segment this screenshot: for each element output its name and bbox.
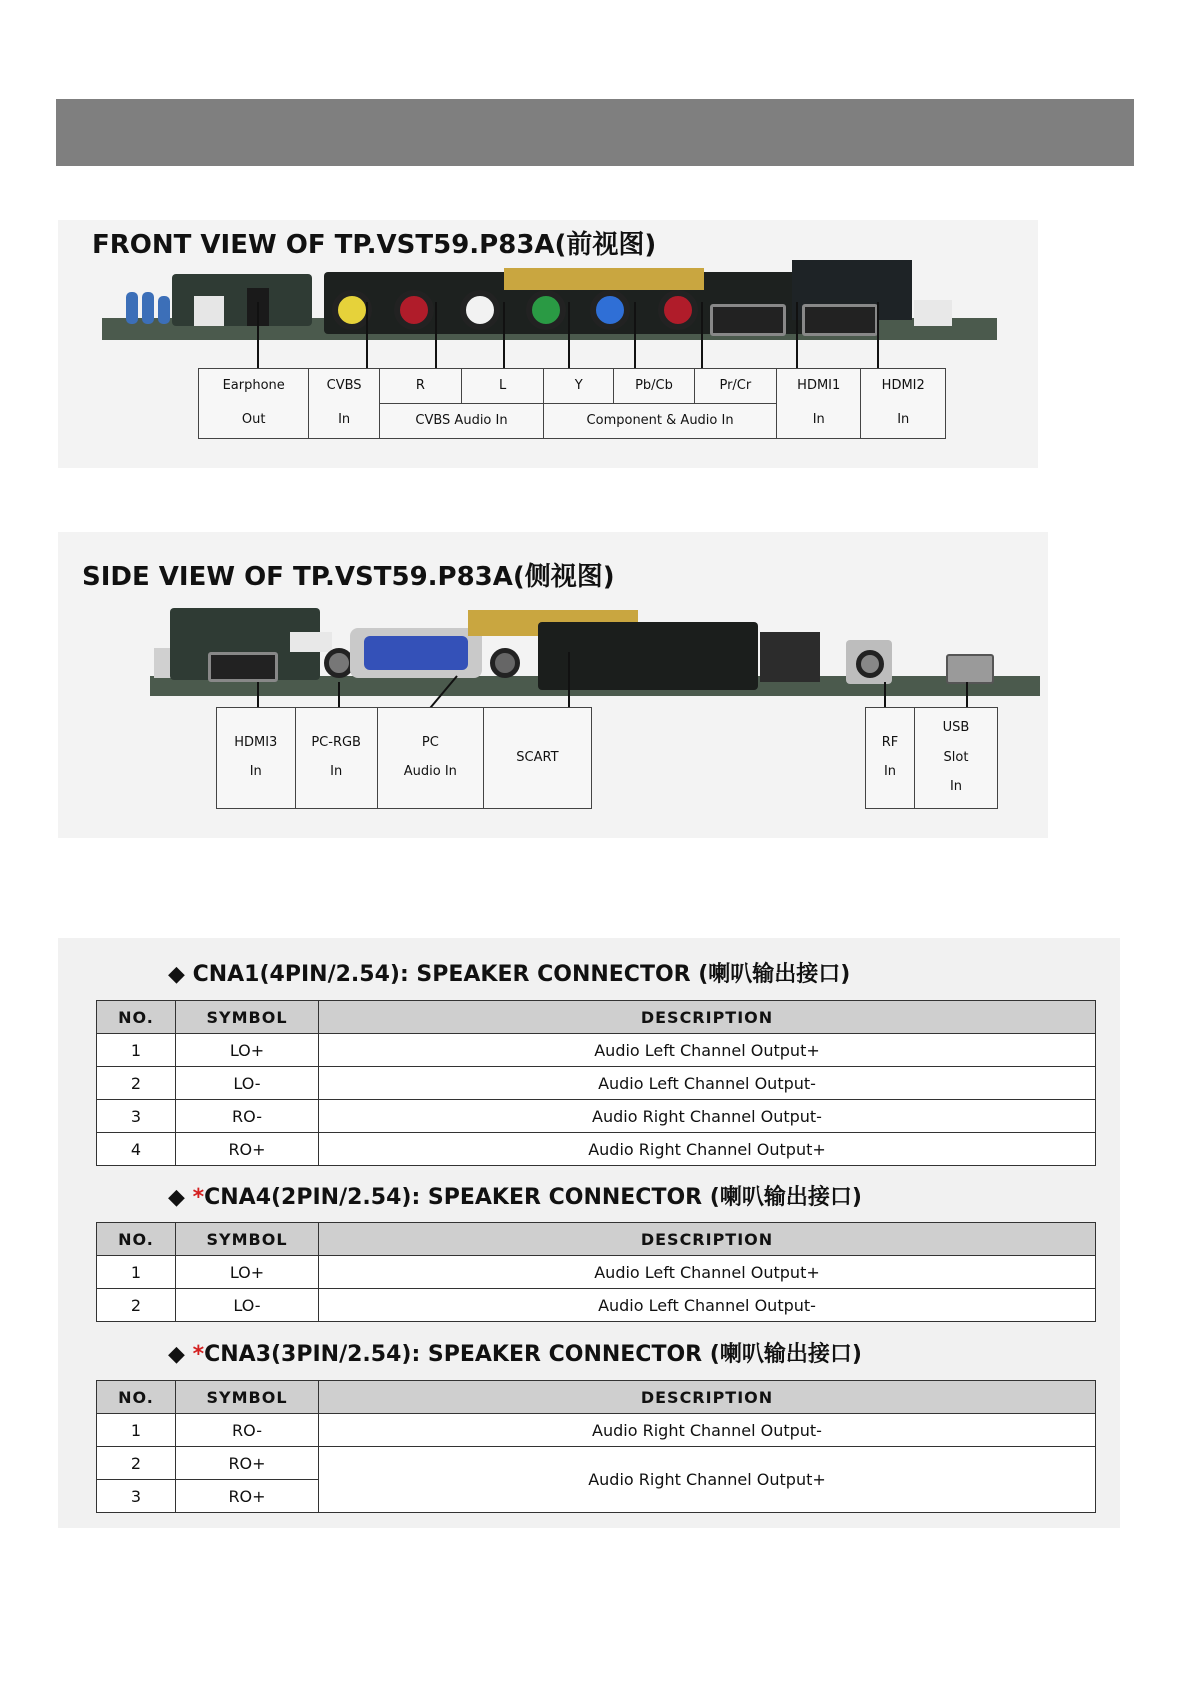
- cell-symbol: RO+: [176, 1447, 319, 1480]
- cell-description: Audio Left Channel Output-: [319, 1289, 1096, 1322]
- front-label-table: [198, 368, 946, 439]
- cell-description: Audio Left Channel Output+: [319, 1256, 1096, 1289]
- label-prcr: Pr/Cr: [694, 369, 776, 404]
- label-y: Y: [544, 369, 614, 404]
- label-pcrgb-bottom: In: [330, 764, 343, 780]
- col-no: NO.: [97, 1223, 176, 1256]
- label-cvbs-audio-in: CVBS Audio In: [379, 404, 543, 439]
- label-earphone-out: Out: [199, 404, 309, 439]
- table-row: [97, 1067, 1096, 1100]
- front-view-title: FRONT VIEW OF TP.VST59.P83A(前视图): [92, 230, 657, 260]
- col-description: DESCRIPTION: [319, 1381, 1096, 1414]
- cna1-heading-text: CNA1(4PIN/2.54): SPEAKER CONNECTOR (喇叭输出接口): [192, 962, 851, 987]
- label-pc-top: PC: [421, 734, 439, 750]
- label-rf-bottom: In: [883, 764, 897, 780]
- col-no: NO.: [97, 1001, 176, 1034]
- cell-symbol: LO+: [176, 1034, 319, 1067]
- front-view-panel: [58, 220, 1038, 468]
- label-hdmi1: HDMI1: [777, 369, 861, 404]
- cna4-table: [96, 1222, 1096, 1322]
- label-hdmi3-top: HDMI3: [234, 734, 278, 750]
- side-view-panel: [58, 532, 1048, 838]
- col-description: DESCRIPTION: [319, 1223, 1096, 1256]
- label-usb-1: USB: [942, 719, 970, 735]
- cna1-table: [96, 1000, 1096, 1166]
- cell-no: 1: [97, 1256, 176, 1289]
- arrow-pbcb: [634, 302, 636, 372]
- table-row: [97, 1447, 1096, 1480]
- cna3-table: [96, 1380, 1096, 1513]
- label-hdmi3: [217, 708, 296, 809]
- label-earphone: Earphone: [199, 369, 309, 404]
- table-header-row: [97, 1223, 1096, 1256]
- cell-no: 1: [97, 1414, 176, 1447]
- arrow-cvbs: [366, 302, 368, 372]
- cell-symbol: RO-: [176, 1100, 319, 1133]
- cell-symbol: RO+: [176, 1480, 319, 1513]
- cna3-heading: [168, 1337, 862, 1368]
- side-label-table-left: [216, 707, 592, 809]
- side-label-table-right: [865, 707, 998, 809]
- side-view-title: SIDE VIEW OF TP.VST59.P83A(侧视图): [82, 562, 615, 592]
- cell-description: Audio Right Channel Output+: [319, 1133, 1096, 1166]
- label-r: R: [379, 369, 461, 404]
- label-pcrgb: [295, 708, 377, 809]
- col-symbol: SYMBOL: [176, 1381, 319, 1414]
- table-row: [97, 1289, 1096, 1322]
- table-row: [97, 1414, 1096, 1447]
- cell-symbol: LO-: [176, 1067, 319, 1100]
- col-symbol: SYMBOL: [176, 1223, 319, 1256]
- table-row: [97, 1256, 1096, 1289]
- col-description: DESCRIPTION: [319, 1001, 1096, 1034]
- arrow-l: [503, 302, 505, 372]
- label-hdmi3-bottom: In: [249, 764, 262, 780]
- front-board-image: [102, 254, 1032, 372]
- cna4-heading: [168, 1180, 862, 1211]
- col-symbol: SYMBOL: [176, 1001, 319, 1034]
- cell-symbol: LO+: [176, 1256, 319, 1289]
- table-row: [97, 1034, 1096, 1067]
- header-bar: [56, 99, 1134, 166]
- cna3-star: *: [192, 1342, 205, 1367]
- cell-description: Audio Left Channel Output-: [319, 1067, 1096, 1100]
- side-board-image: [150, 592, 1050, 722]
- label-scart: SCART: [483, 708, 591, 809]
- cell-description: Audio Left Channel Output+: [319, 1034, 1096, 1067]
- cell-description: Audio Right Channel Output-: [319, 1100, 1096, 1133]
- label-pc-audio: [377, 708, 483, 809]
- label-cvbs-in: In: [309, 404, 380, 439]
- label-pcrgb-top: PC-RGB: [311, 734, 361, 750]
- label-usb: [915, 708, 998, 809]
- table-header-row: [97, 1381, 1096, 1414]
- arrow-y: [568, 302, 570, 372]
- col-no: NO.: [97, 1381, 176, 1414]
- cell-description: Audio Right Channel Output-: [319, 1414, 1096, 1447]
- label-usb-3: In: [949, 779, 963, 795]
- cna4-heading-text: CNA4(2PIN/2.54): SPEAKER CONNECTOR (喇叭输出接口): [204, 1185, 862, 1210]
- arrow-r: [435, 302, 437, 372]
- cna3-heading-text: CNA3(3PIN/2.54): SPEAKER CONNECTOR (喇叭输出接口): [204, 1342, 862, 1367]
- label-usb-2: Slot: [943, 749, 969, 765]
- bullet-icon: ◆: [168, 962, 185, 987]
- cell-no: 2: [97, 1447, 176, 1480]
- label-cvbs: CVBS: [309, 369, 380, 404]
- arrow-hdmi2: [877, 302, 879, 372]
- label-rf: [866, 708, 915, 809]
- cell-symbol: RO-: [176, 1414, 319, 1447]
- cell-no: 2: [97, 1289, 176, 1322]
- cell-no: 2: [97, 1067, 176, 1100]
- arrow-hdmi1: [796, 302, 798, 372]
- label-l: L: [462, 369, 544, 404]
- table-row: [97, 1100, 1096, 1133]
- bullet-icon: ◆: [168, 1342, 185, 1367]
- table-header-row: [97, 1001, 1096, 1034]
- label-component-audio-in: Component & Audio In: [544, 404, 777, 439]
- label-hdmi1-in: In: [777, 404, 861, 439]
- label-rf-top: RF: [881, 734, 899, 750]
- cell-symbol: RO+: [176, 1133, 319, 1166]
- cell-no: 4: [97, 1133, 176, 1166]
- label-pc-bottom: Audio In: [403, 764, 457, 780]
- bullet-icon: ◆: [168, 1185, 185, 1210]
- cna4-star: *: [192, 1185, 205, 1210]
- cell-no: 3: [97, 1480, 176, 1513]
- arrow-earphone: [257, 302, 259, 372]
- label-hdmi2: HDMI2: [861, 369, 946, 404]
- cell-description: Audio Right Channel Output+: [319, 1447, 1096, 1513]
- label-pbcb: Pb/Cb: [614, 369, 694, 404]
- label-hdmi2-in: In: [861, 404, 946, 439]
- cell-symbol: LO-: [176, 1289, 319, 1322]
- cna1-heading: [168, 957, 850, 988]
- cell-no: 1: [97, 1034, 176, 1067]
- arrow-prcr: [701, 302, 703, 372]
- cell-no: 3: [97, 1100, 176, 1133]
- table-row: [97, 1133, 1096, 1166]
